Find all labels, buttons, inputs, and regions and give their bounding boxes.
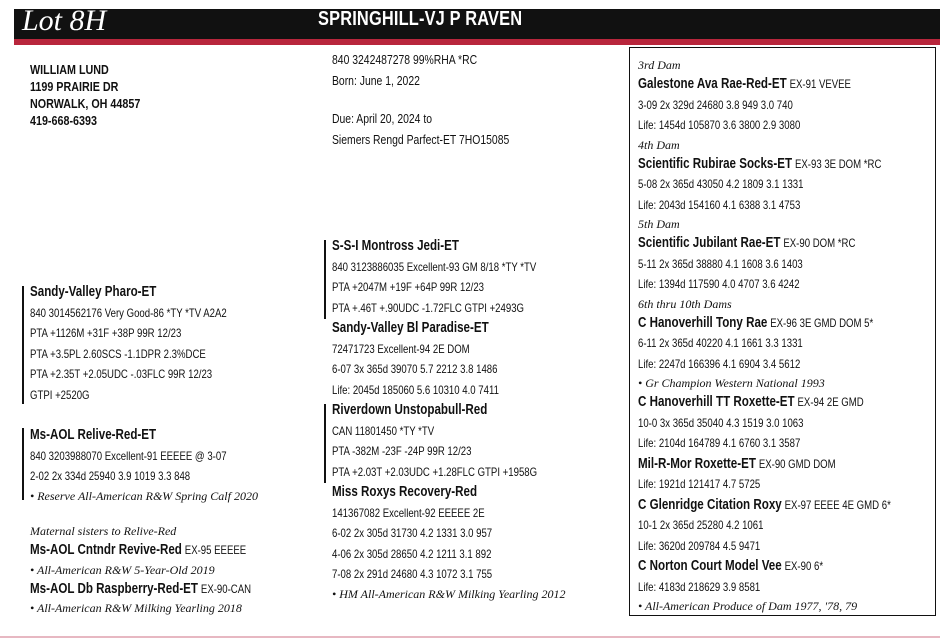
sister-note: • All-American R&W Milking Yearling 2018 [30,599,306,617]
sixth-dam-header [638,313,891,334]
fifth-dam-label: 5th Dam [638,217,680,231]
footer-rule [0,636,940,638]
lot-number: Lot 8H [22,4,107,37]
fourth-dam-line: Life: 2043d 154160 4.1 6388 3.1 4753 [638,197,801,212]
ninth-dam-name: C Glenridge Citation Roxy [638,496,782,513]
owner-name: WILLIAM LUND [30,63,109,77]
sister-score: EX-95 EEEEE [184,543,247,557]
sisters-heading: Maternal sisters to Relive-Red [30,524,177,538]
tenth-dam-line: Life: 4183d 218629 3.9 8581 [638,579,761,594]
ninth-dam-header [638,495,891,516]
animal-title: SPRINGHILL-VJ P RAVEN [318,8,523,30]
fifth-dam-line: Life: 1394d 117590 4.0 4707 3.6 4242 [638,277,800,291]
fifth-dam-line: 5-11 2x 365d 38880 4.1 1608 3.6 1403 [638,256,803,271]
sixth-dam-note: • Gr Champion Western National 1993 [638,374,940,392]
seventh-dam-line: 10-0 3x 365d 35040 4.3 1519 3.0 1063 [638,415,804,430]
sire-line: PTA +3.5PL 2.60SCS -1.1DPR 2.3%DCE [30,346,206,361]
maternal-sisters [30,522,306,617]
fourth-dam-header [638,154,891,175]
sire-sire-line: PTA +.46T +.90UDC -1.72FLC GTPI +2493G [332,300,525,315]
dam-dam-name: Miss Roxys Recovery-Red [332,484,478,500]
third-dam-score: EX-91 VEVEE [789,77,851,91]
sister-note: • All-American R&W 5-Year-Old 2019 [30,561,306,579]
fifth-dam-score: EX-90 DOM *RC [783,236,856,250]
ninth-dam-line: Life: 3620d 209784 4.5 9471 [638,538,761,553]
dam-dam-line: 141367082 Excellent-92 EEEEE 2E [332,505,485,520]
dam-sire-name: Riverdown Unstopabull-Red [332,402,488,418]
owner-address-2: NORWALK, OH 44857 [30,97,141,111]
seventh-dam-score: EX-94 2E GMD [797,395,864,409]
fourth-dam-score: EX-93 3E DOM *RC [794,156,882,171]
ninth-dam-line: 10-1 2x 365d 25280 4.2 1061 [638,518,764,532]
eighth-dam-name: Mil-R-Mor Roxette-ET [638,455,756,472]
dam-dam-line: 4-06 2x 305d 28650 4.2 1211 3.1 892 [332,546,492,561]
extended-pedigree-box [629,47,936,616]
third-dam-line: 3-09 2x 329d 24680 3.8 949 3.0 740 [638,97,793,112]
dam-block [30,425,276,505]
dam-sire-bracket [324,404,326,483]
sire-sire-block [332,236,587,318]
dam-sire-line: CAN 11801450 *TY *TV [332,423,435,438]
third-dam-label: 3rd Dam [638,58,681,72]
tenth-dam-header [638,556,891,577]
dam-dam-line: 6-02 2x 305d 31730 4.2 1331 3.0 957 [332,526,493,540]
sire-name: Sandy-Valley Pharo-ET [30,284,157,300]
sire-sire-line: 840 3123886035 Excellent-93 GM 8/18 *TY *TV [332,259,537,274]
header-accent-bar [14,39,940,45]
eighth-dam-line: Life: 1921d 121417 4.7 5725 [638,477,761,491]
animal-birthdate: Born: June 1, 2022 [332,72,420,88]
eighth-dam-score: EX-90 GMD DOM [758,456,836,471]
tenth-dam-note: • All-American Produce of Dam 1977, '78, 79 [638,597,940,615]
dam-name: Ms-AOL Relive-Red-ET [30,427,157,443]
dam-sire-line: PTA -382M -23F -24P 99R 12/23 [332,444,472,458]
tenth-dam-name: C Norton Court Model Vee [638,558,782,574]
sire-dam-line: 6-07 3x 365d 39070 5.7 2212 3.8 1486 [332,362,498,376]
fifth-dam-name: Scientific Jubilant Rae-ET [638,235,781,251]
sire-bracket [22,286,24,404]
sixth-dam-score: EX-96 3E GMD DOM 5* [770,315,874,330]
sister-entry [30,540,251,561]
seventh-dam-line: Life: 2104d 164789 4.1 6760 3.1 3587 [638,436,801,450]
fourth-dam-name: Scientific Rubirae Socks-ET [638,155,793,172]
dam-dam-line: 7-08 2x 291d 24680 4.3 1072 3.1 755 [332,567,493,581]
sire-line: 840 3014562176 Very Good-86 *TY *TV A2A2 [30,305,227,320]
seventh-dam-header [638,392,891,413]
ninth-dam-score: EX-97 EEEE 4E GMD 6* [784,497,891,512]
dam-sire-line: PTA +2.03T +2.03UDC +1.28FLC GTPI +1958G [332,464,538,479]
animal-info [332,50,554,150]
third-dam-header [638,74,891,95]
fourth-dam-label: 4th Dam [638,137,680,152]
sire-sire-name: S-S-I Montross Jedi-ET [332,238,459,254]
sister-entry [30,579,251,600]
dam-sire-block [332,400,588,482]
sister-name: Ms-AOL Db Raspberry-Red-ET [30,580,199,597]
sire-dam-line: 72471723 Excellent-94 2E DOM [332,341,470,356]
sire-dam-name: Sandy-Valley Bl Paradise-ET [332,320,489,336]
owner-address-1: 1199 PRAIRIE DR [30,80,119,94]
sixth-dam-line: Life: 2247d 166396 4.1 6904 3.4 5612 [638,356,801,371]
dam-dam-block [332,482,566,603]
sire-line: GTPI +2520G [30,387,90,402]
sixth-dam-line: 6-11 2x 365d 40220 4.1 1661 3.3 1331 [638,336,803,350]
sire-dam-block [332,318,541,400]
sister-score: EX-90-CAN [200,581,252,596]
dam-line: 2-02 2x 334d 25940 3.9 1019 3.3 848 [30,469,191,483]
dam-bracket [22,428,24,500]
sire-line: PTA +1126M +31F +38P 99R 12/23 [30,326,182,340]
sire-dam-line: Life: 2045d 185060 5.6 10310 4.0 7411 [332,382,499,397]
animal-registration: 840 3242487278 99%RHA *RC [332,52,478,67]
sixth-dam-name: C Hanoverhill Tony Rae [638,314,768,331]
owner-phone: 419-668-6393 [30,114,97,128]
seventh-dam-name: C Hanoverhill TT Roxette-ET [638,394,795,410]
sire-line: PTA +2.35T +2.05UDC -.03FLC 99R 12/23 [30,367,213,381]
third-dam-name: Galestone Ava Rae-Red-ET [638,76,787,92]
owner-block [30,62,158,130]
eighth-dam-header [638,454,891,475]
service-sire: Siemers Rengd Parfect-ET 7HO15085 [332,131,510,147]
sire-sire-bracket [324,240,326,319]
tenth-dam-score: EX-90 6* [784,559,824,573]
fifth-dam-header [638,233,891,254]
extended-pedigree-content [638,56,940,615]
sire-block [30,282,276,405]
dam-line: 840 3203988070 Excellent-91 EEEEE @ 3-07 [30,448,227,463]
third-dam-line: Life: 1454d 105870 3.6 3800 2.9 3080 [638,118,801,132]
sixth-dam-label: 6th thru 10th Dams [638,296,732,311]
sire-sire-line: PTA +2047M +19F +64P 99R 12/23 [332,280,485,294]
sister-name: Ms-AOL Cntndr Revive-Red [30,542,182,558]
dam-dam-note: • HM All-American R&W Milking Yearling 2012 [332,585,566,603]
due-date: Due: April 20, 2024 to [332,111,433,126]
fourth-dam-line: 5-08 2x 365d 43050 4.2 1809 3.1 1331 [638,177,804,191]
dam-award-note: • Reserve All-American R&W Spring Calf 2020 [30,487,276,505]
